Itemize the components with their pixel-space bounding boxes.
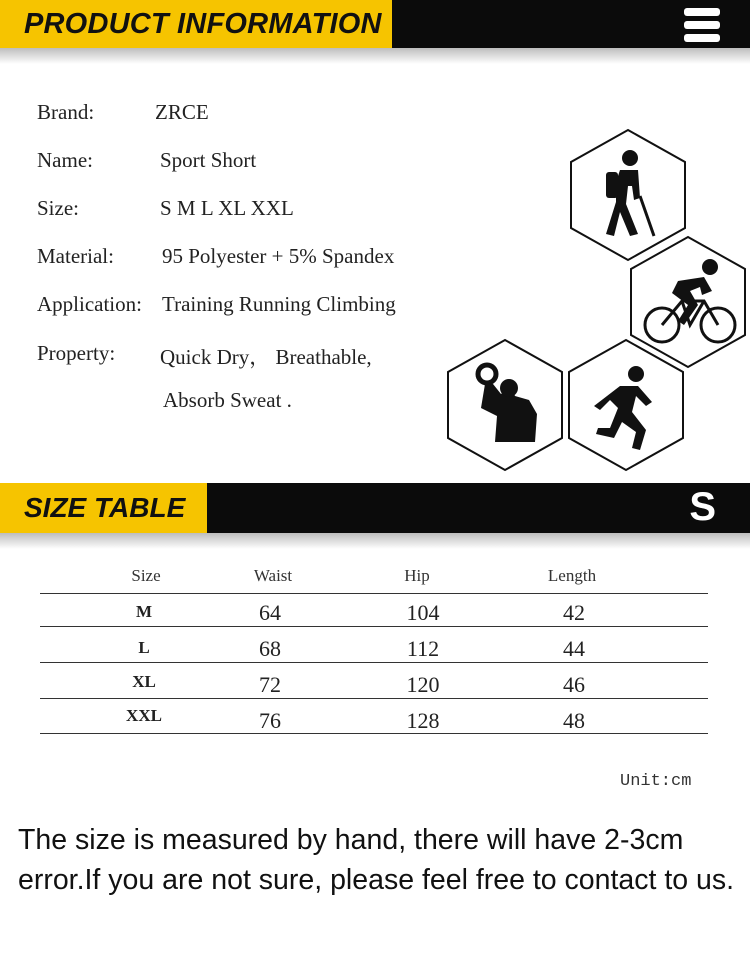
size-section-letter: S <box>689 485 716 529</box>
cell-waist: 64 <box>259 600 281 625</box>
size-value: S M L XL XXL <box>160 196 294 220</box>
cell-length: 44 <box>563 636 585 661</box>
application-label: Application: <box>37 292 142 316</box>
brand-label: Brand: <box>37 100 95 124</box>
running-icon <box>566 338 686 472</box>
cell-hip: 104 <box>406 600 440 625</box>
weightlifting-icon <box>445 338 565 472</box>
unit-label: Unit:cm <box>620 772 692 791</box>
cell-hip: 120 <box>406 672 440 697</box>
cell-length: 48 <box>563 708 585 733</box>
size-label: Size: <box>37 196 79 220</box>
property-value-line2: Absorb Sweat . <box>163 388 292 412</box>
name-label: Name: <box>37 148 93 172</box>
table-divider <box>40 626 708 627</box>
cell-hip: 128 <box>406 708 440 733</box>
material-label: Material: <box>37 244 114 268</box>
property-label: Property: <box>37 341 116 365</box>
col-header-waist: Waist <box>253 566 293 585</box>
name-value: Sport Short <box>160 148 257 172</box>
size-table-title: SIZE TABLE <box>0 483 207 533</box>
table-divider <box>40 593 708 594</box>
table-divider <box>40 733 708 734</box>
brand-value: ZRCE <box>155 100 209 124</box>
property-value: Quick Dry， Breathable, <box>160 345 372 369</box>
col-header-length: Length <box>547 566 597 585</box>
cell-length: 46 <box>563 672 585 697</box>
cell-waist: 68 <box>259 636 281 661</box>
cell-waist: 72 <box>259 672 281 697</box>
header-shadow <box>0 48 750 64</box>
measurement-note: The size is measured by hand, there will have 2-3cm error.If you are not sure, please feel free to contact to us. <box>18 824 735 896</box>
cell-size: L <box>138 638 150 657</box>
application-value: Training Running Climbing <box>162 292 396 316</box>
cell-length: 42 <box>563 600 585 625</box>
size-table-header <box>0 483 750 533</box>
table-divider <box>40 662 708 663</box>
size-header-shadow <box>0 533 750 549</box>
col-header-size: Size <box>131 566 161 585</box>
cell-waist: 76 <box>259 708 281 733</box>
material-value: 95 Polyester + 5% Spandex <box>162 244 395 268</box>
cell-size: XL <box>132 672 156 691</box>
cell-size: XXL <box>126 706 162 725</box>
col-header-hip: Hip <box>404 566 430 585</box>
product-info-title: PRODUCT INFORMATION <box>0 0 392 48</box>
cell-size: M <box>135 602 153 621</box>
cell-hip: 112 <box>406 636 440 661</box>
product-info-header <box>0 0 750 48</box>
hamburger-menu-icon[interactable] <box>684 8 720 42</box>
table-divider <box>40 698 708 699</box>
